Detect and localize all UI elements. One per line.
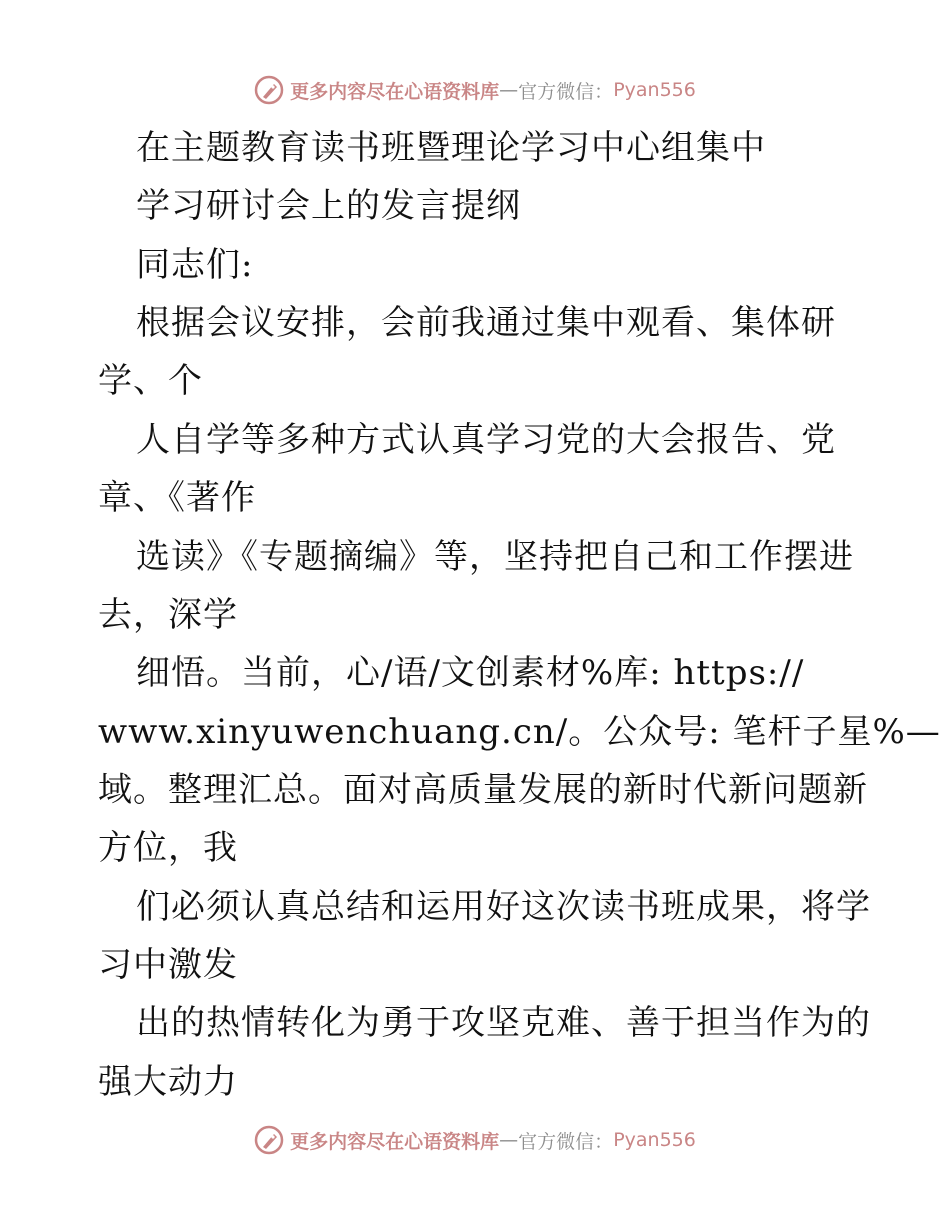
document-title-line-1: 在主题教育读书班暨理论学习中心组集中	[136, 128, 766, 168]
watermark-separator: —	[499, 1129, 519, 1151]
paragraph-line: 们必须认真总结和运用好这次读书班成果，将学	[136, 887, 871, 927]
paragraph-line: 域。整理汇总。面对高质量发展的新时代新问题新	[98, 770, 868, 810]
paragraph-line: 章、《著作	[98, 478, 256, 518]
pen-nib-logo-icon	[254, 75, 284, 105]
watermark-separator: —	[499, 79, 519, 101]
watermark-wechat-id: Pyan556	[613, 1129, 696, 1151]
watermark-wechat-id: Pyan556	[613, 79, 696, 101]
pen-nib-logo-icon	[254, 1125, 284, 1155]
paragraph-line: 习中激发	[98, 945, 238, 985]
paragraph-line: www.xinyuwenchuang.cn/。公众号: 笔杆子星%—	[98, 712, 941, 752]
paragraph-line: 出的热情转化为勇于攻坚克难、善于担当作为的	[136, 1003, 871, 1043]
watermark-brand: 更多内容尽在心语资料库	[290, 1130, 500, 1153]
paragraph-line: 学、个	[98, 361, 203, 401]
header-watermark	[0, 70, 950, 110]
paragraph-line: 选读》《专题摘编》等，坚持把自己和工作摆进	[136, 537, 854, 577]
footer-watermark	[0, 1120, 950, 1160]
paragraph-line: 细悟。当前，心/语/文创素材%库: https://	[136, 653, 805, 693]
watermark-brand: 更多内容尽在心语资料库	[290, 80, 500, 103]
paragraph-line: 强大动力	[98, 1062, 238, 1102]
paragraph-line: 根据会议安排，会前我通过集中观看、集体研	[136, 303, 836, 343]
watermark-wechat-label: 官方微信：	[518, 1130, 614, 1153]
paragraph-line: 人自学等多种方式认真学习党的大会报告、党	[136, 420, 836, 460]
paragraph-line: 去，深学	[98, 595, 238, 635]
watermark-wechat-label: 官方微信：	[518, 80, 614, 103]
salutation: 同志们:	[136, 245, 254, 285]
paragraph-line: 方位，我	[98, 828, 238, 868]
document-title-line-2: 学习研讨会上的发言提纲	[136, 186, 521, 226]
